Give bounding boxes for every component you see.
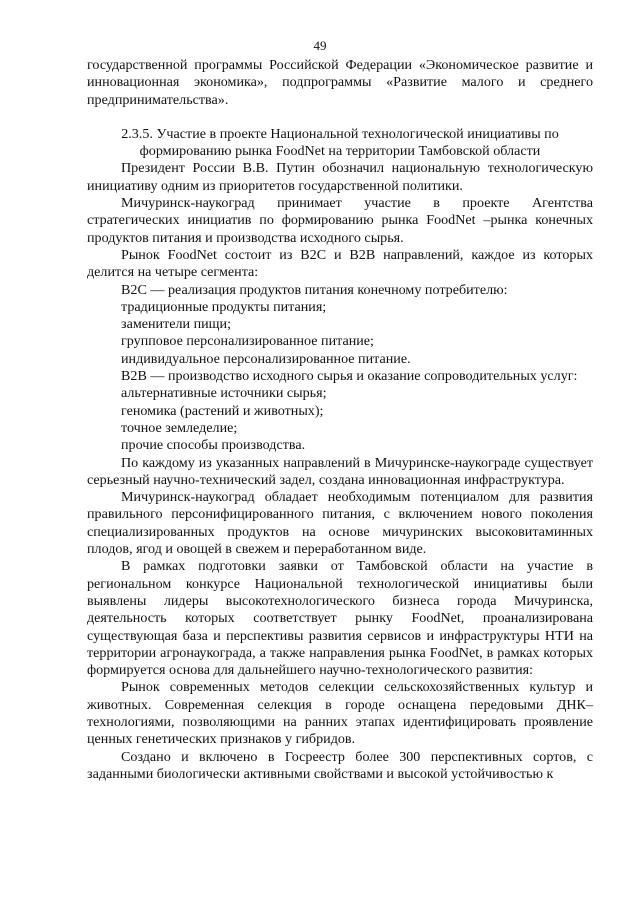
paragraph-continuation: государственной программы Российской Федерации «Экономическое развитие и инновационная экономика», подпрограммы «Развитие малого и среднего предпринимательства». [87, 57, 593, 108]
list-item: традиционные продукты питания; [121, 298, 327, 315]
segment-b2b-heading: B2B — производство исходного сырья и оказание сопроводительных услуг: [121, 368, 578, 385]
paragraph: В рамках подготовки заявки от Тамбовской области на участие в региональном конкурсе Национальной технологической инициативы были выявлены лидеры высокотехнологического бизнеса города Мичуринска, деятельность которых соответствует рынку FoodNet, проанализирована существующая база и перспективы развития сервисов и инфраструктуры НТИ на территории агронаукограда, а также направления рынка FoodNet, в рамках которых формируется основа для дальнейшего научно-технологического развития: [87, 558, 593, 679]
page-body [87, 57, 593, 783]
list-item: точное земледелие; [121, 419, 238, 436]
paragraph: Создано и включено в Госреестр более 300 перспективных сортов, с заданными биологически активными свойствами и высокой устойчивостью к [87, 748, 593, 782]
list-item: групповое персонализированное питание; [121, 333, 374, 350]
page-number: 49 [313, 38, 327, 53]
list-item: геномика (растений и животных); [121, 402, 324, 419]
list-item: альтернативные источники сырья; [121, 385, 327, 402]
list-item: индивидуальное персонализированное питание. [121, 350, 411, 367]
paragraph: Мичуринск-наукоград принимает участие в проекте Агентства стратегических инициатив по формированию рынка FoodNet –рынка конечных продуктов питания и производства исходного сырья. [87, 195, 593, 246]
list-item: заменители пищи; [121, 316, 231, 333]
list-item: прочие способы производства. [121, 437, 306, 454]
paragraph: По каждому из указанных направлений в Мичуринске-наукограде существует серьезный научно-технический задел, создана инновационная инфраструктура. [87, 454, 593, 488]
section-heading: 2.3.5. Участие в проекте Национальной технологической инициативы по формированию рынка FoodNet на территории Тамбовской области [121, 125, 559, 160]
segment-b2c-heading: B2C — реализация продуктов питания конечному потребителю: [121, 281, 508, 298]
paragraph: Мичуринск-наукоград обладает необходимым потенциалом для развития правильного персонифицированного питания, с включением нового поколения специализированных продуктов на основе мичуринских высоковитаминных плодов, ягод и овощей в свежем и переработанном виде. [87, 489, 593, 558]
paragraph: Рынок FoodNet состоит из B2C и B2B направлений, каждое из которых делится на четыре сегмента: [87, 246, 593, 281]
paragraph: Рынок современных методов селекции сельскохозяйственных культур и животных. Современная селекция в городе оснащена передовыми ДНК–технологиями, позволяющими на ранних этапах идентифицировать проявление ценных генетических признаков у гибридов. [87, 679, 593, 748]
paragraph: Президент России В.В. Путин обозначил национальную технологическую инициативу одним из приоритетов государственной политики. [87, 160, 593, 194]
